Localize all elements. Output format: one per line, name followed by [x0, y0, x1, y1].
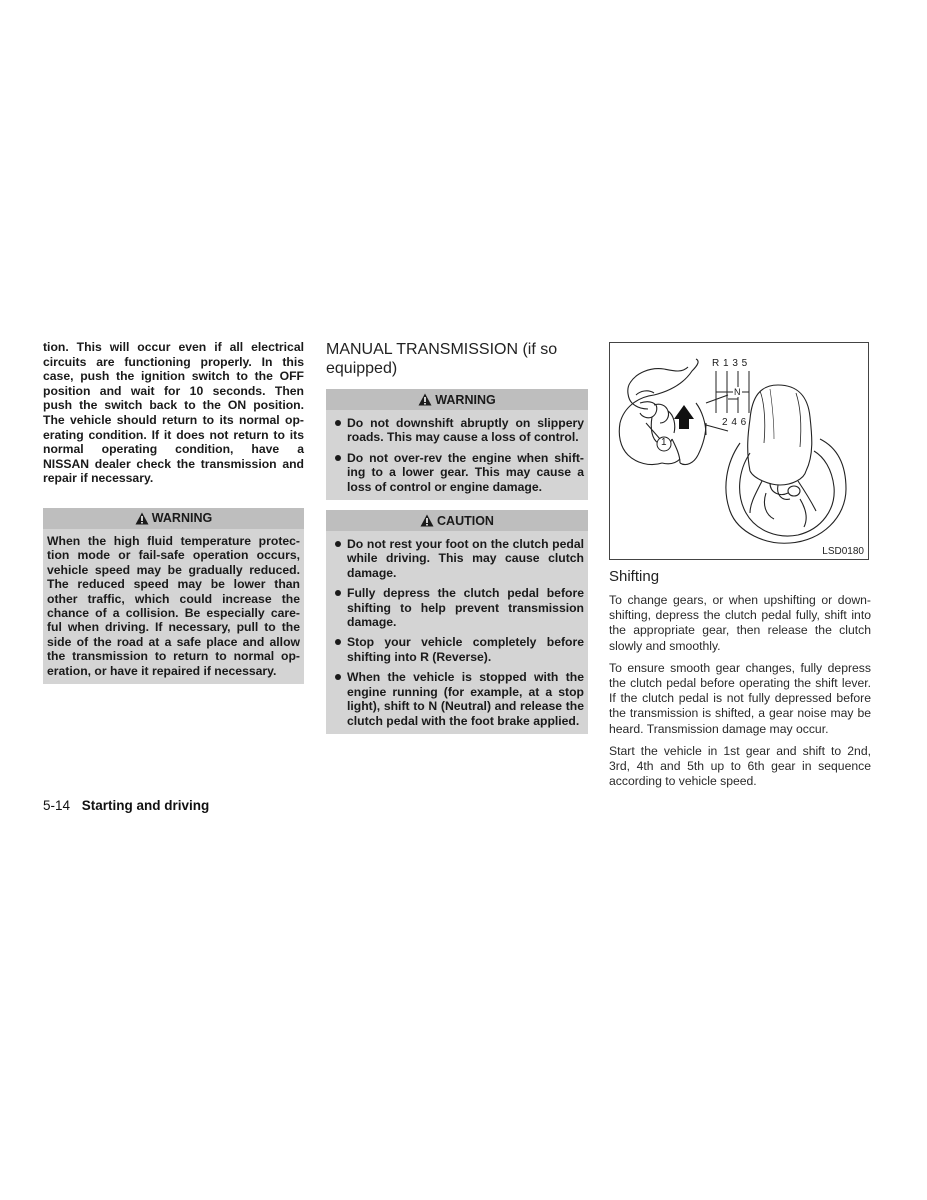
text-line: normal operating condition, have a: [43, 442, 304, 457]
section-title-line: equipped): [326, 360, 398, 377]
gear-shift-illustration: [610, 343, 868, 559]
text-line: chance of a collision. Be especially care-: [47, 605, 300, 620]
text-line: circuits are functioning properly. In this: [43, 354, 304, 369]
caution-list: [330, 537, 584, 728]
text-line: tion mode or fail-safe operation occurs,: [47, 548, 300, 563]
text-line: side of the road at a safe place and allow: [47, 634, 300, 649]
text-line: erating condition. If it does not return to its: [43, 427, 304, 442]
hand-drawing: [619, 359, 728, 465]
gear-label-top: R 1 3 5: [712, 358, 748, 369]
gear-label-neutral: N: [734, 387, 741, 397]
caution-box: [326, 510, 588, 734]
text-line: The reduced speed may be lower than: [47, 577, 300, 592]
text-line: tion. This will occur even if all electrical: [43, 340, 304, 354]
page-number: 5-14: [43, 798, 71, 813]
text-line: other traffic, which could increase the: [47, 591, 300, 606]
text-line: When the high fluid temperature protec-: [47, 533, 300, 548]
text-line: NISSAN dealer check the transmission and: [43, 456, 304, 471]
column-right: [609, 342, 871, 796]
text-line: the transmission to return to normal op-: [47, 649, 300, 664]
warning-heading-text: WARNING: [435, 392, 496, 407]
subsection-title: Shifting: [609, 568, 660, 585]
warning-triangle-icon: [420, 514, 434, 527]
text-line: position and wait for 10 seconds. Then: [43, 383, 304, 398]
warning-body: [326, 410, 588, 494]
list-item: Do not rest your foot on the clutch pedal while driving. This may cause clutch damage.: [330, 537, 584, 580]
body-paragraph: Start the vehicle in 1st gear and shift to 2nd, 3rd, 4th and 5th up to 6th gear in sequence according to vehicle speed.: [609, 743, 871, 789]
warning-list: [330, 416, 584, 494]
column-left: [43, 340, 304, 684]
text-line: The vehicle should return to its normal op-: [43, 412, 304, 427]
text-line: eration, or have it repaired if necessary.: [47, 663, 277, 678]
body-paragraph: To change gears, or when upshifting or down- shifting, depress the clutch pedal fully, shift into the appropriate gear, then release the clutch slowly and smoothly.: [609, 593, 871, 653]
warning-triangle-icon: [418, 393, 432, 406]
warning-triangle-icon: [135, 512, 149, 525]
text-line: repair if necessary.: [43, 471, 154, 486]
caution-body: [326, 531, 588, 728]
warning-box: [326, 389, 588, 500]
gear-label-bottom: 2 4 6: [722, 417, 747, 428]
shift-pattern-figure: [609, 342, 869, 560]
text-line: push the switch back to the ON position.: [43, 398, 304, 413]
gear-knob-drawing: [726, 385, 846, 543]
column-middle: [326, 340, 588, 734]
section-title-line: MANUAL TRANSMISSION (if so: [326, 341, 558, 358]
section-name: Starting and driving: [81, 798, 210, 813]
body-paragraph: To ensure smooth gear changes, fully depress the clutch pedal before operating the shift lever. If the clutch pedal is not fully depressed before the transmission is shifted, a gear noise may be heard. Transmission damage may occur.: [609, 660, 871, 736]
warning-box: [43, 508, 304, 684]
list-item: Fully depress the clutch pedal before shifting to help prevent transmission damage.: [330, 586, 584, 629]
list-item: Do not over-rev the engine when shift- ing to a lower gear. This may cause a loss of control or engine damage.: [330, 451, 584, 494]
text-line: vehicle speed may be gradually reduced.: [47, 562, 300, 577]
arrow-up-icon: [674, 405, 694, 429]
text-line: case, push the ignition switch to the OFF: [43, 369, 304, 384]
caution-heading: [326, 510, 588, 531]
warning-body: [43, 529, 304, 678]
warning-heading-text: WARNING: [151, 511, 213, 526]
figure-code: LSD0180: [822, 546, 864, 557]
caution-heading-text: CAUTION: [437, 513, 494, 528]
list-item: Stop your vehicle completely before shifting into R (Reverse).: [330, 635, 584, 664]
intro-paragraph: [43, 340, 304, 486]
warning-heading: [43, 508, 304, 529]
text-line: ful when driving. If necessary, pull to the: [47, 620, 300, 635]
list-item: When the vehicle is stopped with the engine running (for example, at a stop light), shift to N (Neutral) and release the clutch pedal with the foot brake applied.: [330, 670, 584, 728]
page-footer: [43, 798, 209, 813]
callout-number: 1: [661, 437, 667, 448]
list-item: Do not downshift abruptly on slippery roads. This may cause a loss of control.: [330, 416, 584, 445]
section-title: [326, 340, 588, 378]
warning-heading: [326, 389, 588, 410]
